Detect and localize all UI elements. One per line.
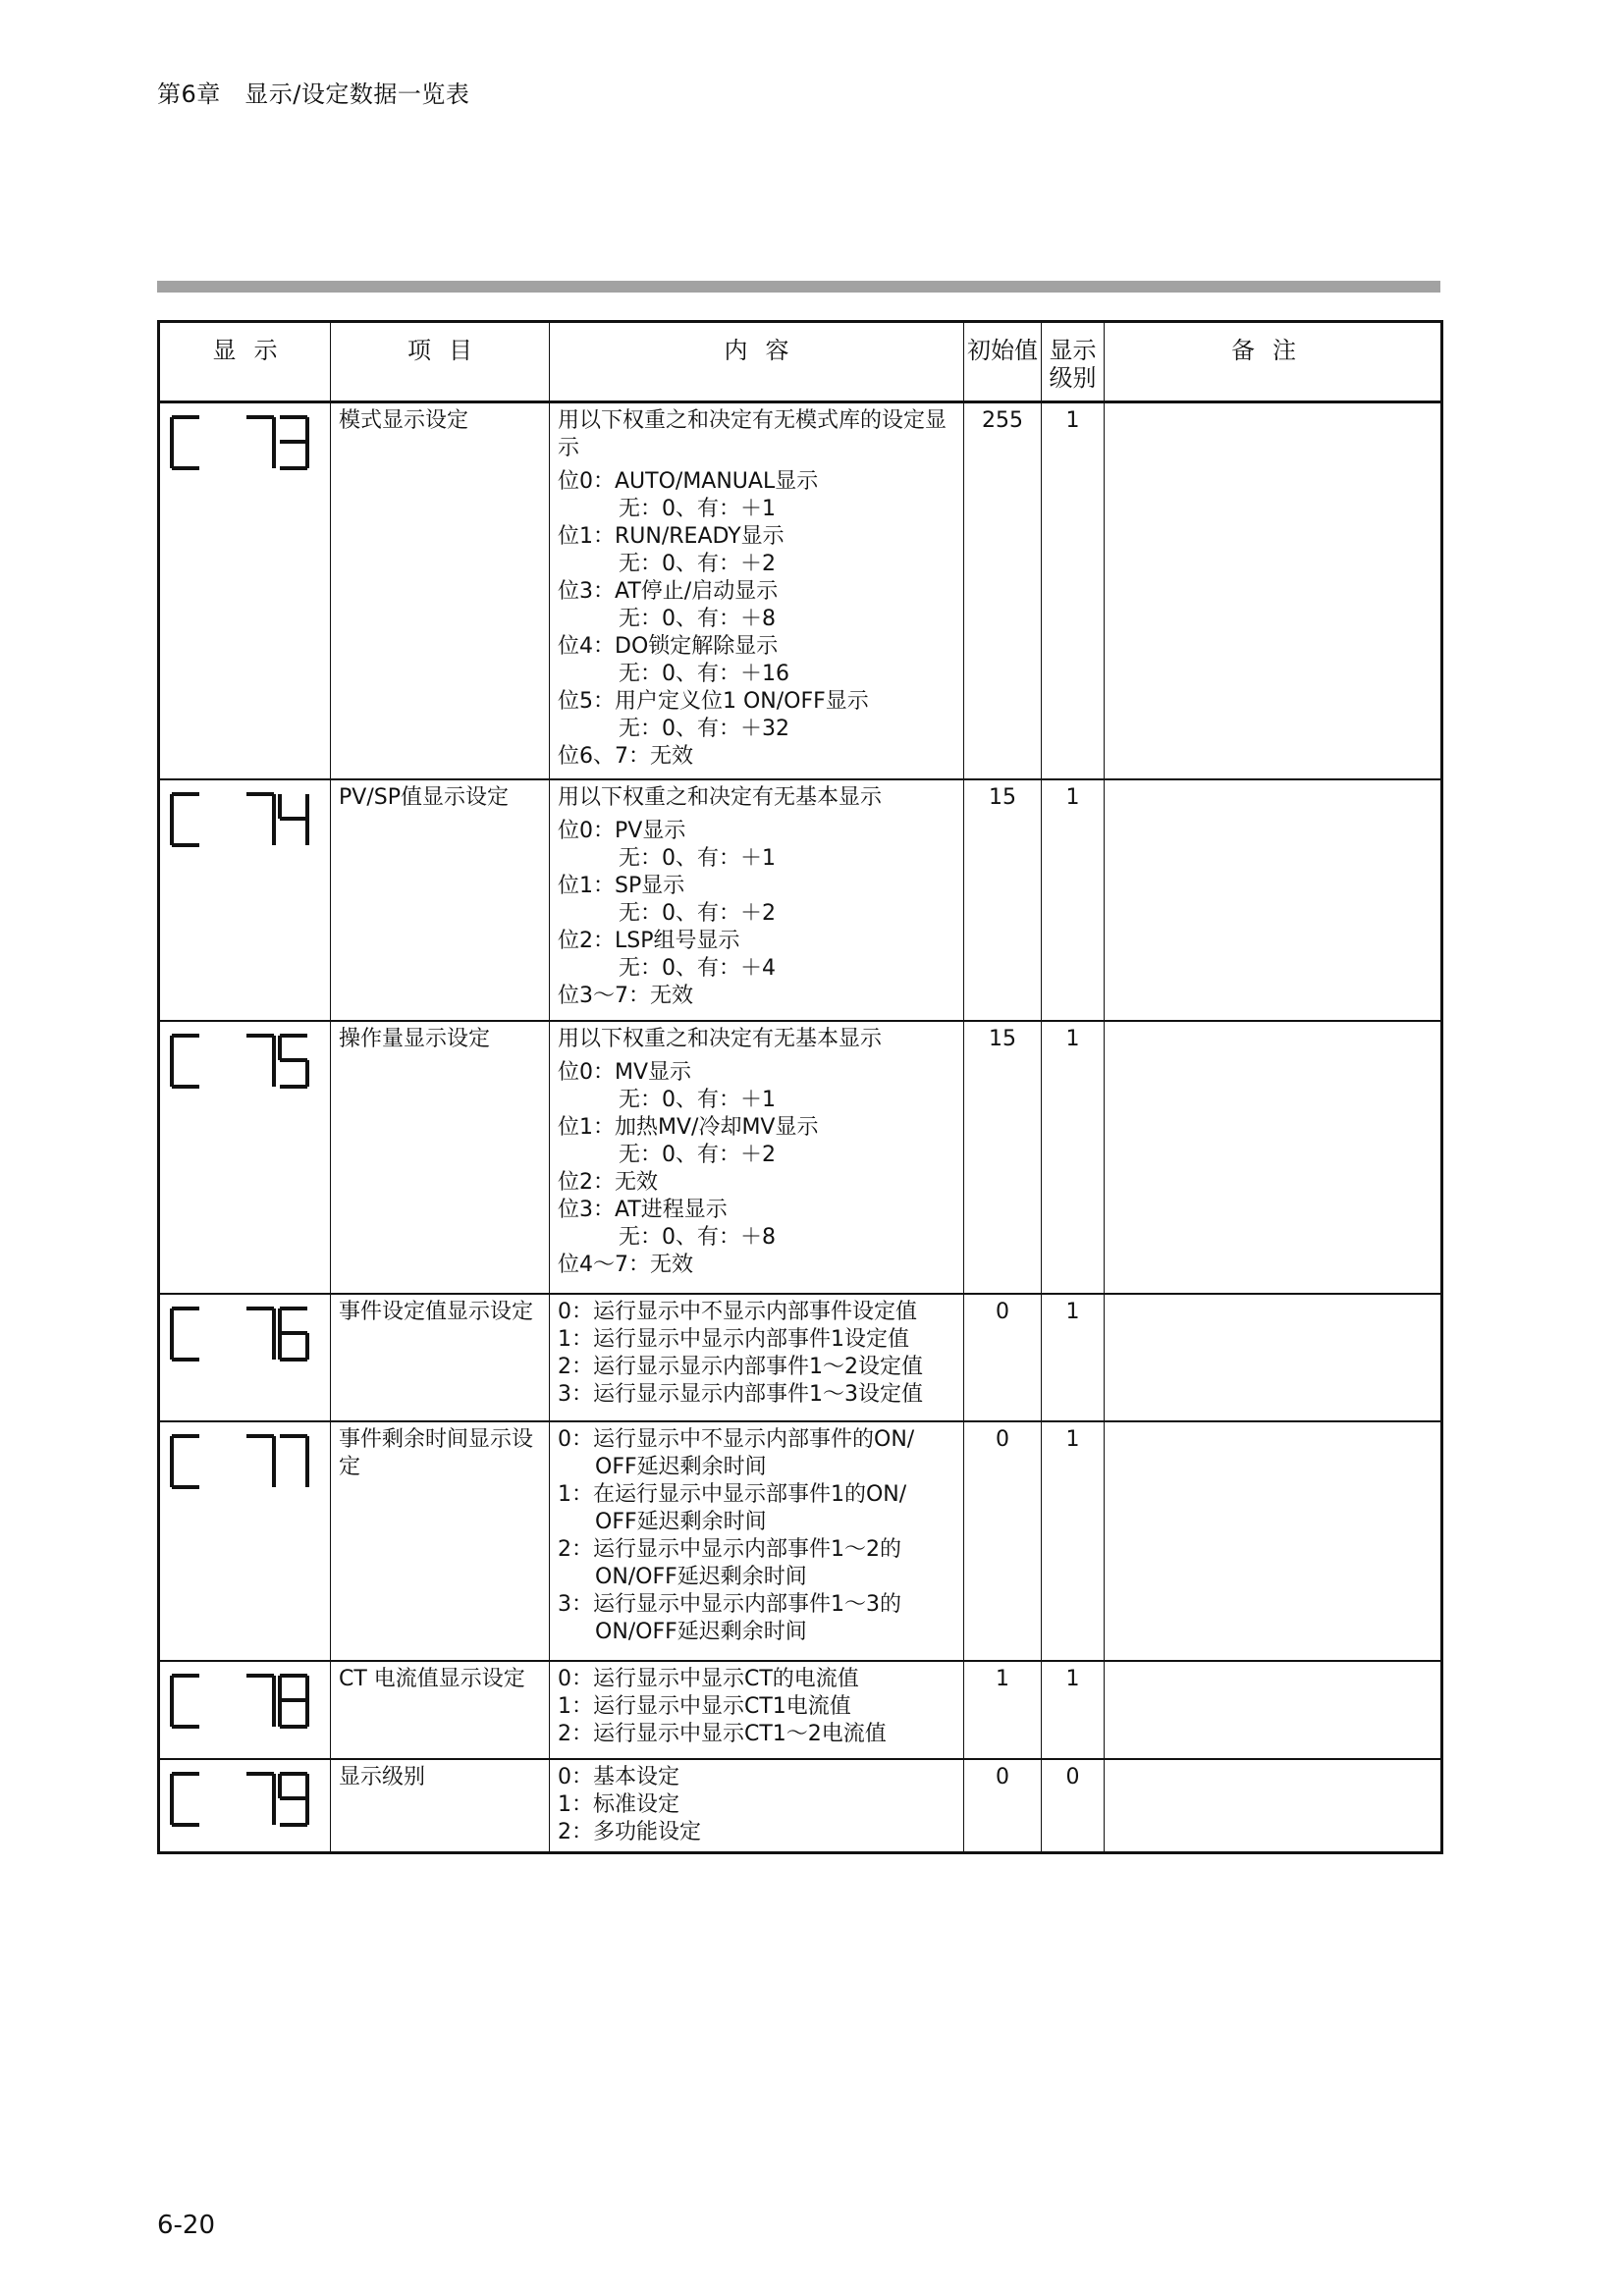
header-display-level: 显示级别 (1042, 322, 1105, 402)
display-level: 1 (1042, 779, 1105, 1021)
content-cell (550, 1759, 964, 1853)
table-row (159, 1294, 1442, 1421)
notes-cell (1105, 1021, 1442, 1294)
content-line: 无：0、有：＋16 (619, 662, 789, 686)
content-line: ON/OFF延迟剩余时间 (595, 1564, 807, 1589)
content-line: 0：运行显示中不显示内部事件设定值 (558, 1299, 917, 1324)
content-line: 位4：DO锁定解除显示 (558, 634, 779, 659)
segment-display-c78 (170, 1674, 317, 1731)
chapter-header: 第6章 显示/设定数据一览表 (157, 80, 470, 108)
display-code-cell (159, 1021, 331, 1294)
content-cell (550, 1661, 964, 1759)
display-level: 1 (1042, 1021, 1105, 1294)
content-line: 位3～7：无效 (558, 983, 693, 1008)
page-number: 6-20 (157, 2211, 216, 2240)
header-initial-value: 初始值 (964, 322, 1042, 402)
content-line: 0：基本设定 (558, 1764, 679, 1789)
content-line: 无：0、有：＋2 (619, 900, 776, 926)
content-line: 3：运行显示显示内部事件1～3设定值 (558, 1381, 923, 1407)
header-content: 内容 (550, 322, 964, 402)
table-row (159, 1021, 1442, 1294)
content-line: 位4～7：无效 (558, 1252, 693, 1277)
content-line: 位2：LSP组号显示 (558, 928, 740, 953)
initial-value: 255 (964, 402, 1042, 779)
segment-display-c75 (170, 1034, 317, 1091)
content-line: 无：0、有：＋2 (619, 552, 776, 576)
content-line: OFF延迟剩余时间 (595, 1454, 767, 1479)
content-line: 位1：SP显示 (558, 873, 685, 898)
content-line: 无：0、有：＋1 (619, 1087, 776, 1112)
header-item: 项目 (331, 322, 550, 402)
segment-display-c77 (170, 1434, 317, 1491)
segment-display-c73 (170, 415, 317, 472)
display-code-cell (159, 402, 331, 779)
segment-display-c76 (170, 1307, 317, 1363)
header-notes: 备注 (1105, 322, 1442, 402)
content-line: 位5：用户定义位1 ON/OFF显示 (558, 689, 869, 714)
item-name: CT 电流值显示设定 (331, 1661, 550, 1759)
content-line: 位1：RUN/READY显示 (558, 524, 785, 549)
table-row (159, 1421, 1442, 1661)
initial-value: 1 (964, 1661, 1042, 1759)
initial-value: 15 (964, 1021, 1042, 1294)
content-line: 无：0、有：＋8 (619, 1224, 776, 1250)
display-level: 1 (1042, 402, 1105, 779)
item-name: 显示级别 (331, 1759, 550, 1853)
content-line: 0：运行显示中不显示内部事件的ON/ (558, 1426, 915, 1452)
content-line: 1：在运行显示中显示部事件1的ON/ (558, 1481, 907, 1507)
content-line: 位6、7：无效 (558, 744, 693, 769)
table-row (159, 1759, 1442, 1853)
content-line: 无：0、有：＋8 (619, 607, 776, 631)
content-line: 无：0、有：＋32 (619, 717, 789, 741)
table-row (159, 402, 1442, 779)
initial-value: 0 (964, 1421, 1042, 1661)
display-level: 1 (1042, 1661, 1105, 1759)
content-title: 用以下权重之和决定有无基本显示 (558, 1026, 883, 1051)
display-code-cell (159, 1294, 331, 1421)
content-line: 2：运行显示中显示CT1～2电流值 (558, 1721, 887, 1746)
content-line: 位1：加热MV/冷却MV显示 (558, 1114, 819, 1140)
notes-cell (1105, 1294, 1442, 1421)
content-line: 位0：PV显示 (558, 818, 686, 843)
content-title: 用以下权重之和决定有无模式库的设定显示 (558, 408, 947, 460)
section-divider (157, 281, 1440, 293)
content-cell (550, 1294, 964, 1421)
display-code-cell (159, 1421, 331, 1661)
content-line: ON/OFF延迟剩余时间 (595, 1619, 807, 1644)
segment-display-c74 (170, 792, 317, 849)
content-line: 无：0、有：＋2 (619, 1142, 776, 1167)
content-line: 0：运行显示中显示CT的电流值 (558, 1666, 859, 1691)
notes-cell (1105, 779, 1442, 1021)
display-level: 1 (1042, 1421, 1105, 1661)
display-code-cell (159, 1661, 331, 1759)
content-line: 1：标准设定 (558, 1791, 679, 1817)
content-line: 1：运行显示中显示内部事件1设定值 (558, 1326, 909, 1352)
display-code-cell (159, 779, 331, 1021)
content-line: 无：0、有：＋1 (619, 845, 776, 871)
header-display: 显示 (159, 322, 331, 402)
segment-display-c79 (170, 1772, 317, 1829)
content-line: 位0：MV显示 (558, 1059, 692, 1085)
display-level: 0 (1042, 1759, 1105, 1853)
table-row (159, 1661, 1442, 1759)
content-line: 无：0、有：＋4 (619, 955, 776, 981)
item-name: 操作量显示设定 (331, 1021, 550, 1294)
table-header-row (159, 322, 1442, 402)
display-code-cell (159, 1759, 331, 1853)
table-row (159, 779, 1442, 1021)
content-cell (550, 402, 964, 779)
content-line: 位2：无效 (558, 1169, 658, 1195)
item-name: 事件剩余时间显示设定 (331, 1421, 550, 1661)
content-cell (550, 779, 964, 1021)
settings-table (157, 320, 1443, 1854)
notes-cell (1105, 1661, 1442, 1759)
item-name: 模式显示设定 (331, 402, 550, 779)
notes-cell (1105, 1421, 1442, 1661)
content-line: OFF延迟剩余时间 (595, 1509, 767, 1534)
item-name: PV/SP值显示设定 (331, 779, 550, 1021)
content-line: 3：运行显示中显示内部事件1～3的 (558, 1591, 901, 1617)
content-line: 2：运行显示显示内部事件1～2设定值 (558, 1354, 923, 1379)
content-title: 用以下权重之和决定有无基本显示 (558, 784, 883, 810)
content-line: 2：运行显示中显示内部事件1～2的 (558, 1536, 901, 1562)
initial-value: 0 (964, 1294, 1042, 1421)
notes-cell (1105, 402, 1442, 779)
display-level: 1 (1042, 1294, 1105, 1421)
initial-value: 15 (964, 779, 1042, 1021)
content-line: 位3：AT停止/启动显示 (558, 579, 779, 604)
content-line: 1：运行显示中显示CT1电流值 (558, 1693, 851, 1719)
content-line: 位0：AUTO/MANUAL显示 (558, 469, 819, 494)
content-line: 位3：AT进程显示 (558, 1197, 728, 1222)
initial-value: 0 (964, 1759, 1042, 1853)
content-line: 无：0、有：＋1 (619, 497, 776, 521)
notes-cell (1105, 1759, 1442, 1853)
content-cell (550, 1421, 964, 1661)
content-line: 2：多功能设定 (558, 1819, 701, 1844)
content-cell (550, 1021, 964, 1294)
item-name: 事件设定值显示设定 (331, 1294, 550, 1421)
